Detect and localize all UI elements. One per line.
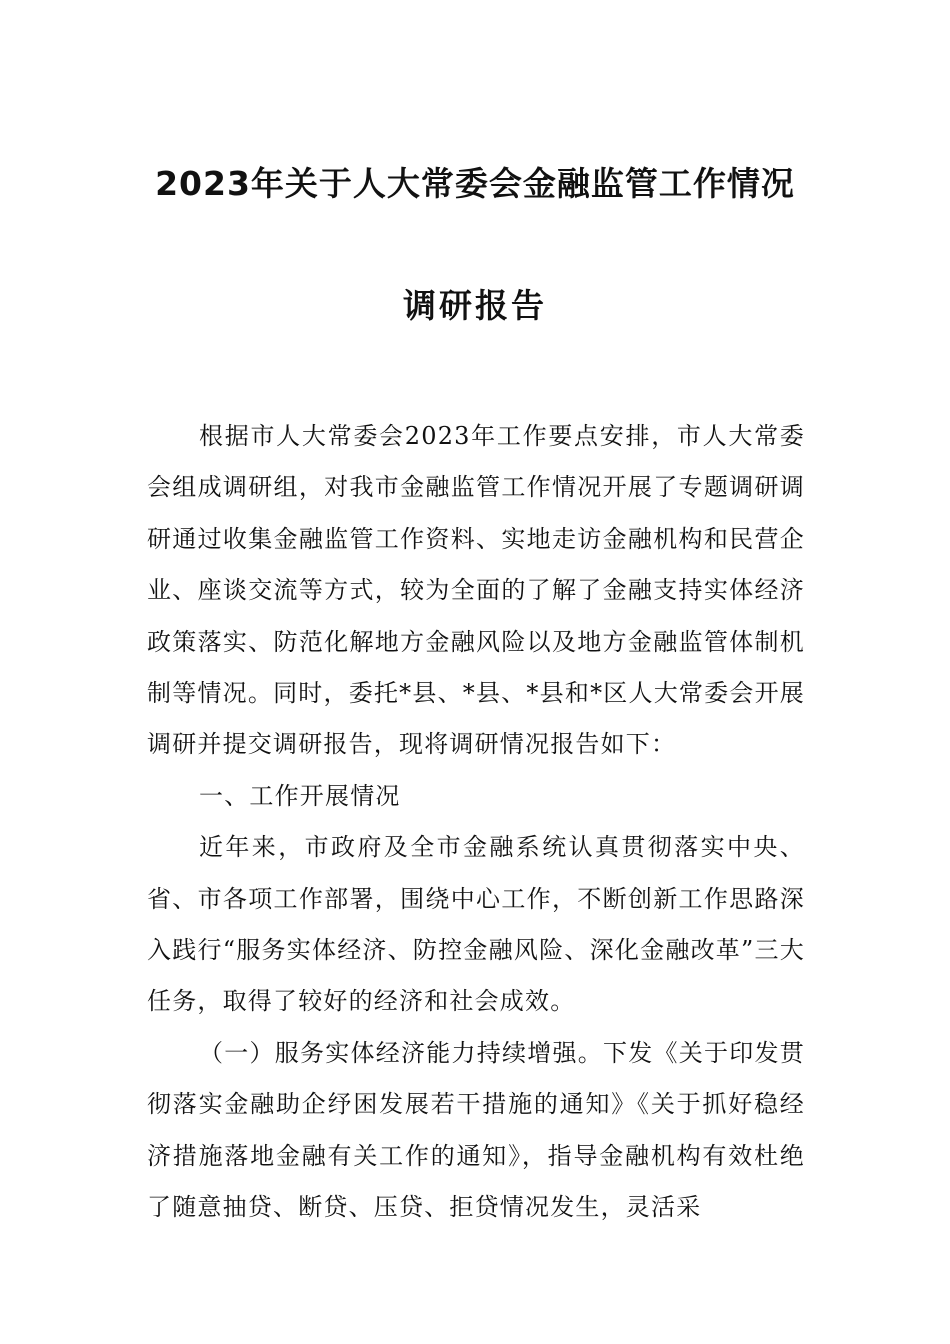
document-title-line-1: 2023年关于人大常委会金融监管工作情况	[155, 164, 795, 203]
section-heading-1: 一、工作开展情况	[199, 781, 401, 810]
paragraph-subsection-1: （一）服务实体经济能力持续增强。下发《关于印发贯彻落实金融助企纾困发展若干措施的通知》《关于抓好稳经济措施落地金融有关工作的通知》，指导金融机构有效杜绝了随意抽贷、断贷、压贷、拒贷情况发生，灵活采	[147, 1038, 805, 1222]
paragraph-overview: 近年来，市政府及全市金融系统认真贯彻落实中央、省、市各项工作部署，围绕中心工作，不断创新工作思路深入践行“服务实体经济、防控金融风险、深化金融改革”三大任务，取得了较好的经济和社会成效。	[147, 833, 805, 1016]
paragraph-intro: 根据市人大常委会2023年工作要点安排，市人大常委会组成调研组，对我市金融监管工作情况开展了专题调研调研通过收集金融监管工作资料、实地走访金融机构和民营企业、座谈交流等方式，较为全面的了解了金融支持实体经济政策落实、防范化解地方金融风险以及地方金融监管体制机制等情况。同时，委托*县、*县、*县和*区人大常委会开展调研并提交调研报告，现将调研情况报告如下：	[147, 422, 805, 759]
document-body	[147, 411, 805, 1234]
document-title-line-2: 调研报告	[403, 286, 547, 325]
